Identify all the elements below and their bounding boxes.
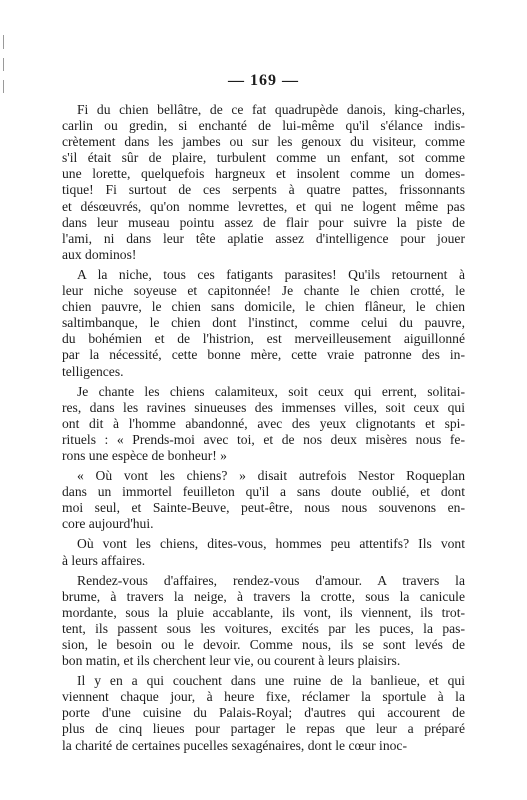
book-page [62, 72, 465, 758]
page-number: — 169 — [228, 72, 299, 89]
text-line: Il y en a qui couchent dans une ruine de la banlieue, et qui [77, 673, 465, 689]
text-line: aux dominos! [62, 246, 137, 262]
text-line: crètement dans les jambes ou sur les genoux du visiteur, comme [62, 134, 465, 150]
text-line: dans un immortel feuilleton qu'il a sans doute oublié, et dont [62, 484, 465, 500]
text-line: carlin ou gredin, si enchanté de lui-même qu'il s'élance indis- [62, 118, 465, 134]
text-line: dans leur museau pointu assez de flair pour suivre la piste de [62, 214, 465, 230]
paragraph [62, 267, 465, 380]
text-line: porte d'une cuisine du Palais-Royal; d'autres qui accourent de [62, 705, 465, 721]
text-line: tique! Fi surtout de ces serpents à quatre pattes, frissonnants [62, 182, 465, 198]
text-line: tent, ils passent sous les voitures, excités par les puces, la pas- [62, 620, 465, 636]
text-line: A la niche, tous ces fatigants parasites! Qu'ils retournent à [77, 266, 465, 282]
text-line: Où vont les chiens, dites-vous, hommes peu attentifs? Ils vont [77, 536, 465, 552]
paragraph [62, 468, 465, 532]
text-line: res, dans les ravines sinueuses des immenses villes, soit ceux qui [62, 399, 465, 415]
text-line: saltimbanque, le chien dont l'instinct, comme celui du pauvre, [62, 315, 465, 331]
margin-mark [3, 35, 4, 49]
text-line: chien pauvre, le chien sans domicile, le chien flâneur, le chien [62, 299, 465, 315]
text-line: moi seul, et Sainte-Beuve, peut-être, nous nous souvenons en- [62, 500, 465, 516]
text-line: du bohémien et de l'histrion, est merveilleusement aiguillonné [62, 331, 465, 347]
text-line: la charité de certaines pucelles sexagénaires, dont le cœur inoc- [62, 737, 407, 753]
paragraph [62, 573, 465, 670]
text-line: brume, à travers la neige, à travers la crotte, sous la canicule [62, 588, 465, 604]
margin-mark [3, 80, 4, 93]
text-line: mordante, sous la pluie accablante, ils vont, ils viennent, ils trot- [62, 604, 465, 620]
text-line: une lorette, quelquefois hargneux et insolent comme un domes- [62, 166, 465, 182]
text-line: rons une espèce de bonheur! » [62, 447, 227, 463]
margin-mark [3, 58, 4, 71]
text-line: telligences. [62, 363, 124, 379]
text-line: Rendez-vous d'affaires, rendez-vous d'amour. A travers la [77, 572, 465, 588]
text-line: Fi du chien bellâtre, de ce fat quadrupède danois, king-charles, [77, 102, 465, 117]
text-line: et désœuvrés, qu'on nomme levrettes, et qui ne logent même pas [62, 198, 465, 214]
paragraph [62, 384, 465, 464]
page-text [62, 102, 465, 754]
text-line: « Où vont les chiens? » disait autrefois Nestor Roqueplan [77, 468, 465, 484]
text-line: core aujourd'hui. [62, 516, 154, 532]
text-line: bon matin, et ils cherchent leur vie, ou courent à leurs plaisirs. [62, 653, 401, 669]
text-line: leur niche soyeuse et capitonnée! Je chante le chien crotté, le [62, 283, 465, 299]
text-line: plus de cinq lieues pour partager le repas que leur a préparé [62, 721, 465, 737]
paragraph [62, 673, 465, 753]
text-line: s'il était sûr de plaire, turbulent comme un enfant, sot comme [62, 150, 465, 166]
text-line: ont dit à l'homme abandonné, avec des yeux clignotants et spi- [62, 415, 465, 431]
text-line: sion, le besoin ou le devoir. Comme nous, ils se sont levés de [62, 637, 465, 652]
paragraph [62, 536, 465, 568]
text-line: Je chante les chiens calamiteux, soit ceux qui errent, solitai- [77, 383, 465, 399]
text-line: par la nécessité, cette bonne mère, cette vraie patronne des in- [62, 347, 465, 363]
text-line: viennent chaque jour, à heure fixe, réclamer la sportule à la [62, 689, 465, 705]
paragraph [62, 102, 465, 263]
text-line: rituels : « Prends-moi avec toi, et de nos deux misères nous fe- [62, 431, 465, 447]
text-line: à leurs affaires. [62, 552, 146, 568]
text-line: l'ami, ni dans leur tête aplatie assez d'intelligence pour jouer [62, 230, 465, 246]
